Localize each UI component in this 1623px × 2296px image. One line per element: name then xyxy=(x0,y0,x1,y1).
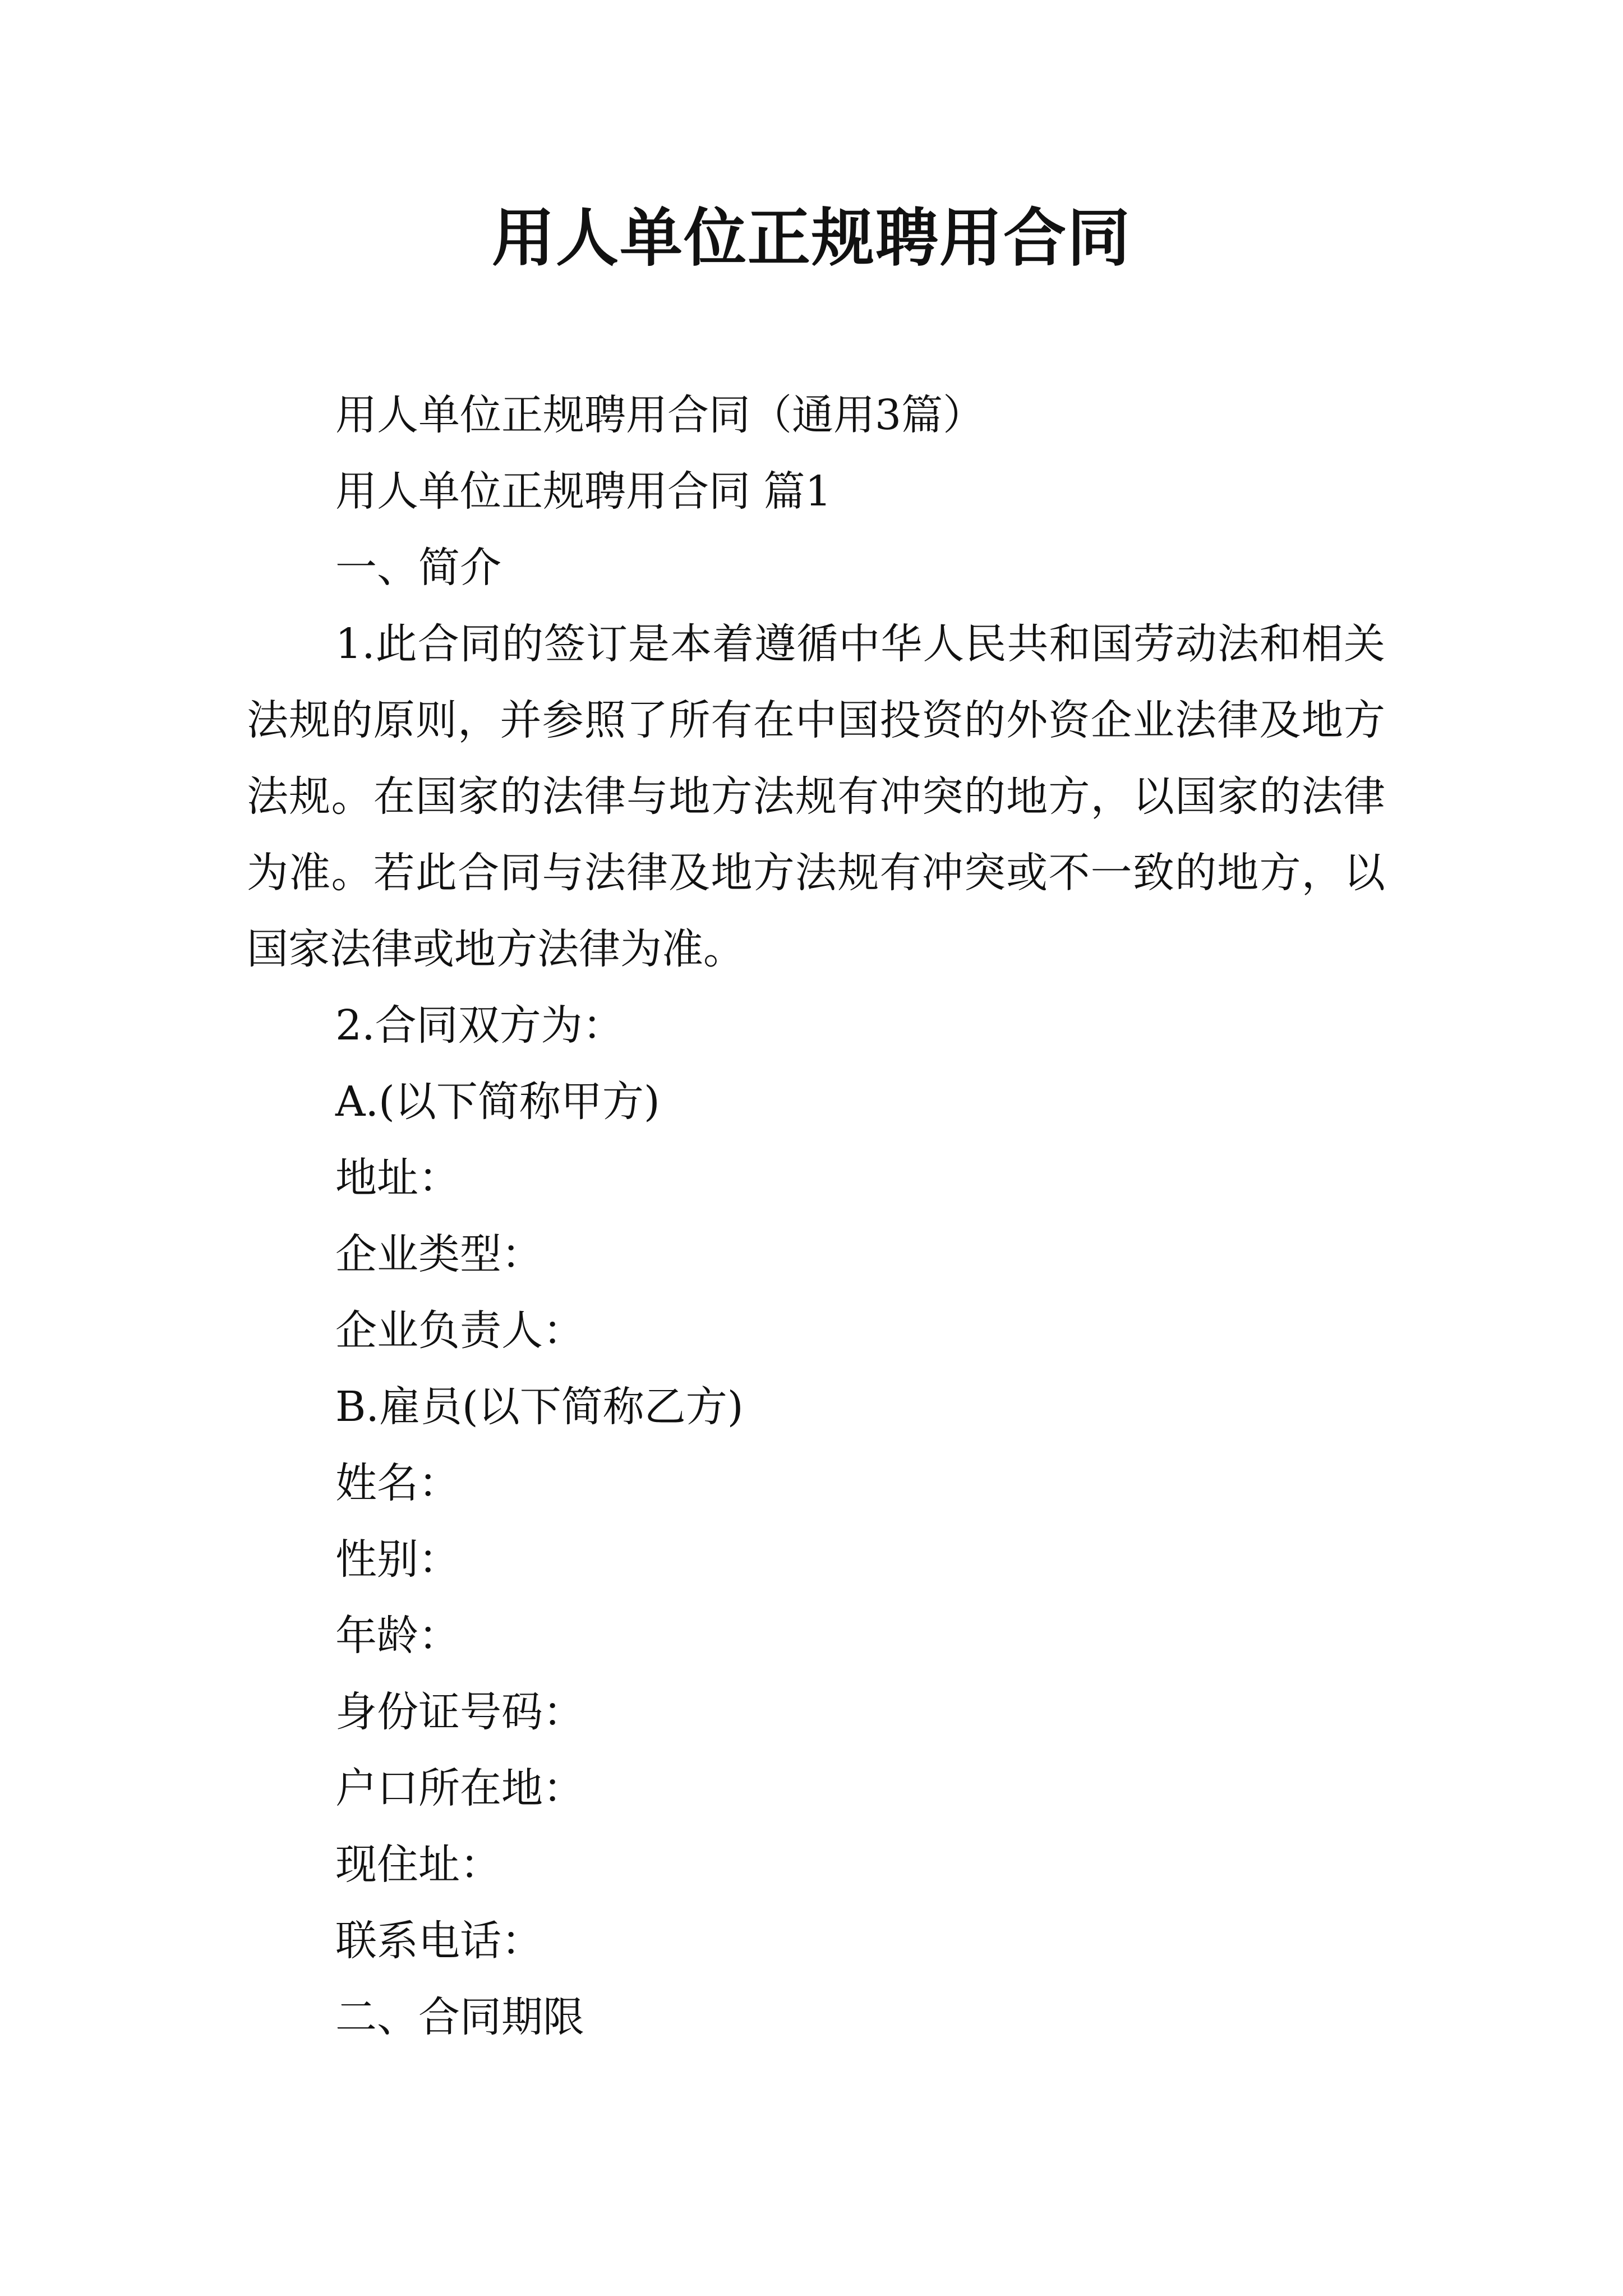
party-b-current-address: 现住址： xyxy=(335,1841,501,1889)
section-heading-contract-term: 二、合同期限 xyxy=(335,1993,584,2041)
section-heading-part-1: 用人单位正规聘用合同 篇1 xyxy=(335,467,832,516)
party-b-phone: 联系电话： xyxy=(335,1917,543,1965)
party-b-id-number: 身份证号码： xyxy=(335,1688,584,1736)
parties-heading: 2.合同双方为： xyxy=(335,1001,624,1050)
document-body xyxy=(247,377,1385,2055)
party-a-company-type: 企业类型： xyxy=(335,1230,543,1278)
party-b-household-registration: 户口所在地： xyxy=(335,1764,584,1812)
document-subtitle: 用人单位正规聘用合同（通用3篇） xyxy=(335,391,985,439)
party-a-address: 地址： xyxy=(335,1154,460,1202)
document-title: 用人单位正规聘用合同 xyxy=(492,202,1131,275)
section-heading-intro: 一、简介 xyxy=(335,544,501,592)
party-a-representative: 企业负责人： xyxy=(335,1306,584,1355)
party-b-age: 年龄： xyxy=(335,1612,460,1660)
intro-paragraph: 1.此合同的签订是本着遵循中华人民共和国劳动法和相关法规的原则，并参照了所有在中国投资的外资企业法律及地方法规。在国家的法律与地方法规有冲突的地方，以国家的法律为准。若此合同与法律及地方法规有冲突或不一致的地方，以国家法律或地方法律为准。 xyxy=(247,620,1385,973)
party-a-line: A.(以下简称甲方) xyxy=(335,1078,660,1126)
party-b-gender: 性别： xyxy=(335,1535,460,1584)
party-b-name: 姓名： xyxy=(335,1459,460,1507)
party-b-line: B.雇员(以下简称乙方) xyxy=(335,1383,744,1431)
